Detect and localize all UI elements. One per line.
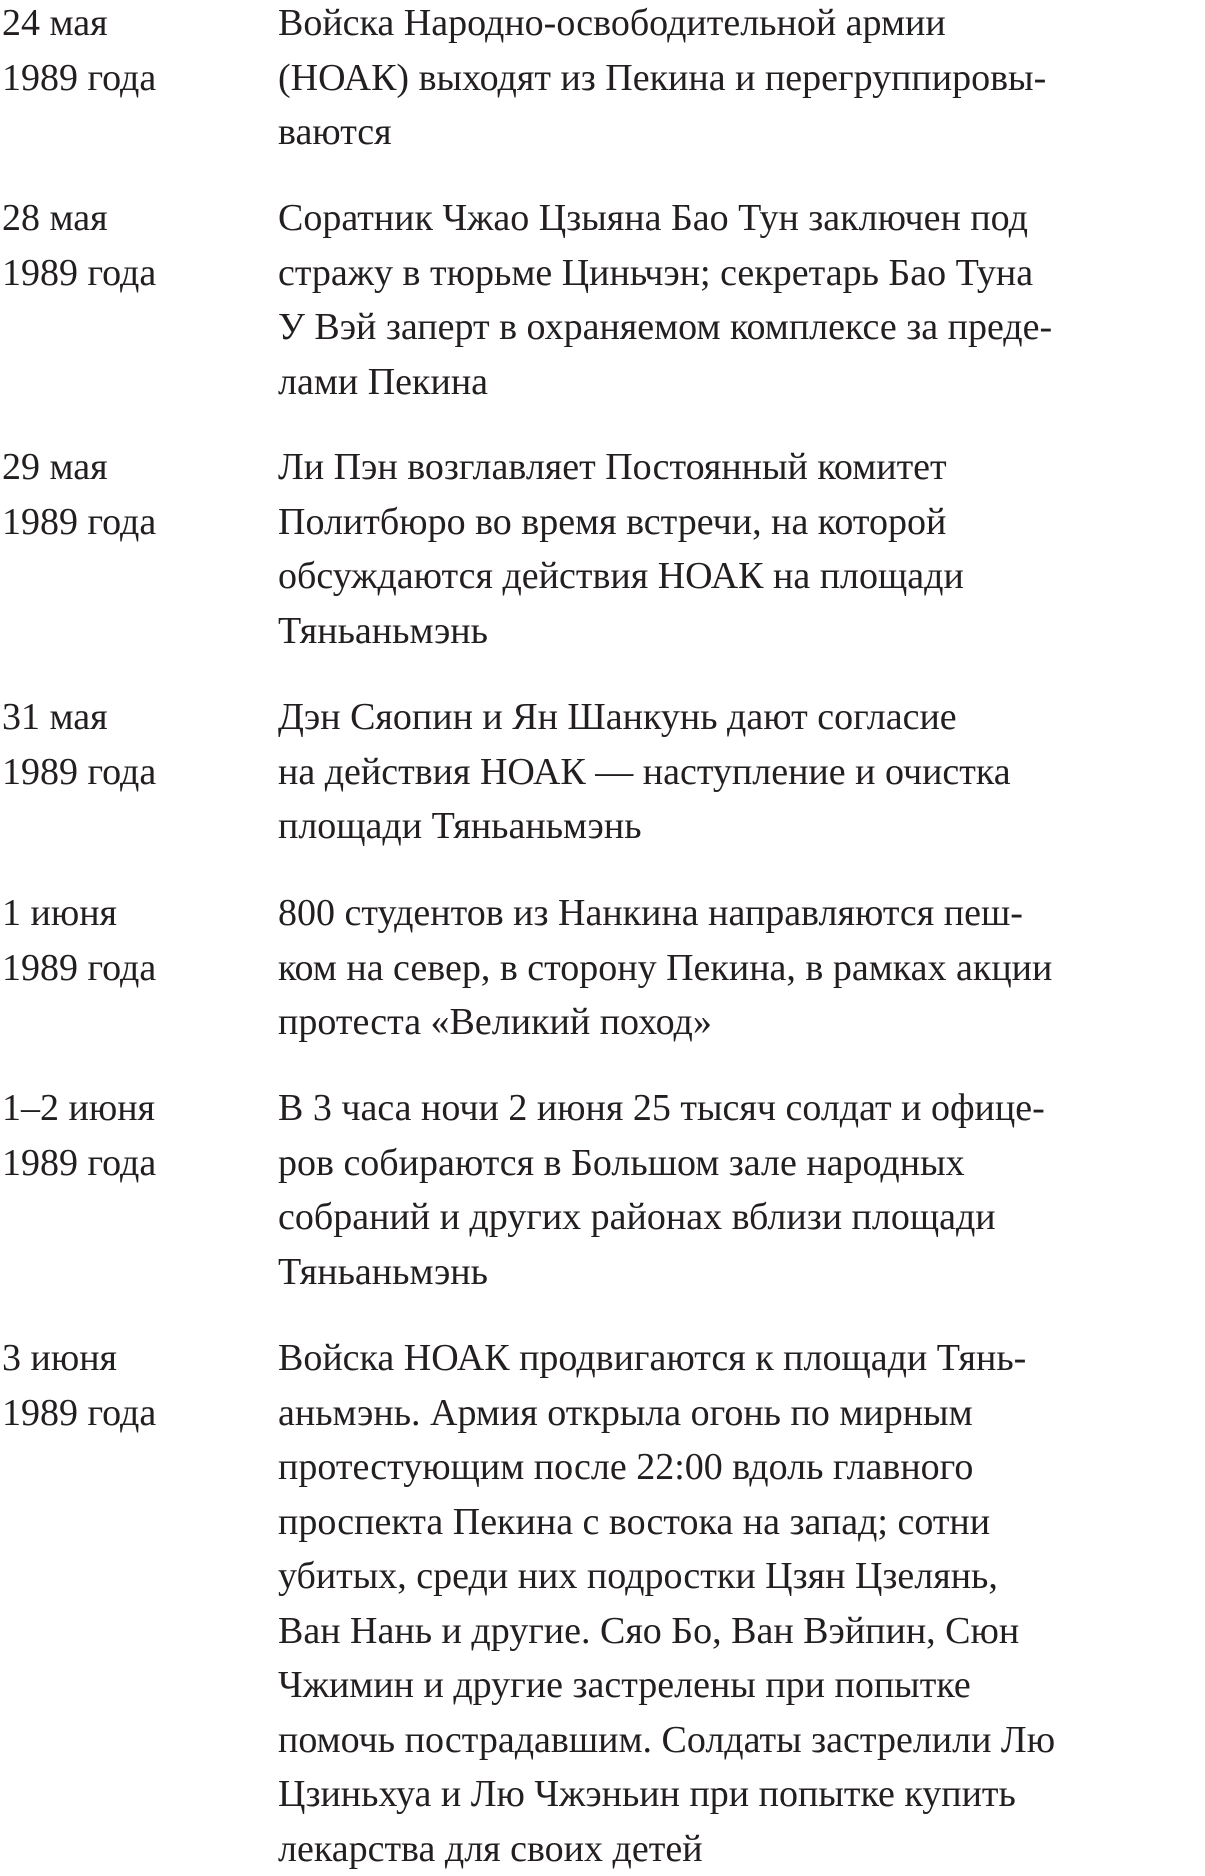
entry-date — [0, 191, 278, 300]
date-year: 1989 года — [2, 745, 278, 800]
entry-text — [278, 1331, 1205, 1876]
text-line: У Вэй заперт в охраняемом комплексе за преде- — [278, 300, 1203, 355]
text-line: ваются — [278, 105, 1203, 160]
timeline-entry — [0, 440, 1205, 658]
entry-text — [278, 690, 1205, 854]
entry-date — [0, 1331, 278, 1440]
date-day: 29 мая — [2, 440, 278, 495]
date-year: 1989 года — [2, 51, 278, 106]
text-line: Дэн Сяопин и Ян Шанкунь дают согласие — [278, 690, 1203, 745]
timeline-entry — [0, 886, 1205, 1050]
text-line: протестующим после 22:00 вдоль главного — [278, 1440, 1203, 1495]
timeline-entry — [0, 690, 1205, 854]
date-day: 31 мая — [2, 690, 278, 745]
entry-text — [278, 1081, 1205, 1299]
entry-date — [0, 690, 278, 799]
date-year: 1989 года — [2, 495, 278, 550]
text-line: Войска НОАК продвигаются к площади Тянь- — [278, 1331, 1203, 1386]
text-line: Тяньаньмэнь — [278, 604, 1203, 659]
text-line: Ли Пэн возглавляет Постоянный комитет — [278, 440, 1203, 495]
text-line: 800 студентов из Нанкина направляются пеш- — [278, 886, 1203, 941]
date-year: 1989 года — [2, 1136, 278, 1191]
entry-date — [0, 886, 278, 995]
date-year: 1989 года — [2, 246, 278, 301]
entry-text — [278, 0, 1205, 160]
entry-text — [278, 191, 1205, 409]
text-line: Соратник Чжао Цзыяна Бао Тун заключен под — [278, 191, 1203, 246]
timeline-entry — [0, 1331, 1205, 1876]
date-day: 28 мая — [2, 191, 278, 246]
date-year: 1989 года — [2, 1386, 278, 1441]
text-line: проспекта Пекина с востока на запад; сотни — [278, 1495, 1203, 1550]
text-line: обсуждаются действия НОАК на площади — [278, 549, 1203, 604]
text-line: лами Пекина — [278, 355, 1203, 410]
text-line: Тяньаньмэнь — [278, 1245, 1203, 1300]
text-line: Цзиньхуа и Лю Чжэньин при попытке купить — [278, 1767, 1203, 1822]
text-line: аньмэнь. Армия открыла огонь по мирным — [278, 1386, 1203, 1441]
timeline-entry — [0, 0, 1205, 160]
entry-text — [278, 440, 1205, 658]
date-day: 1 июня — [2, 886, 278, 941]
text-line: Войска Народно-освободительной армии — [278, 0, 1203, 51]
text-line: на действия НОАК — наступление и очистка — [278, 745, 1203, 800]
text-line: В 3 часа ночи 2 июня 25 тысяч солдат и офице- — [278, 1081, 1203, 1136]
date-day: 3 июня — [2, 1331, 278, 1386]
text-line: стражу в тюрьме Циньчэн; секретарь Бао Туна — [278, 246, 1203, 301]
date-day: 24 мая — [2, 0, 278, 51]
timeline-entry — [0, 1081, 1205, 1299]
text-line: Политбюро во время встречи, на которой — [278, 495, 1203, 550]
text-line: помочь пострадавшим. Солдаты застрелили Лю — [278, 1713, 1203, 1768]
text-line: ров собираются в Большом зале народных — [278, 1136, 1203, 1191]
text-line: убитых, среди них подростки Цзян Цзелянь, — [278, 1549, 1203, 1604]
text-line: Ван Нань и другие. Сяо Бо, Ван Вэйпин, Сюн — [278, 1604, 1203, 1659]
entry-date — [0, 1081, 278, 1190]
text-line: (НОАК) выходят из Пекина и перегруппировы- — [278, 51, 1203, 106]
timeline-entry — [0, 191, 1205, 409]
text-line: протеста «Великий поход» — [278, 995, 1203, 1050]
entry-text — [278, 886, 1205, 1050]
text-line: собраний и других районах вблизи площади — [278, 1190, 1203, 1245]
entry-date — [0, 0, 278, 105]
text-line: ком на север, в сторону Пекина, в рамках акции — [278, 941, 1203, 996]
text-line: площади Тяньаньмэнь — [278, 799, 1203, 854]
date-day: 1–2 июня — [2, 1081, 278, 1136]
date-year: 1989 года — [2, 941, 278, 996]
entry-date — [0, 440, 278, 549]
text-line: Чжимин и другие застрелены при попытке — [278, 1658, 1203, 1713]
text-line: лекарства для своих детей — [278, 1822, 1203, 1876]
